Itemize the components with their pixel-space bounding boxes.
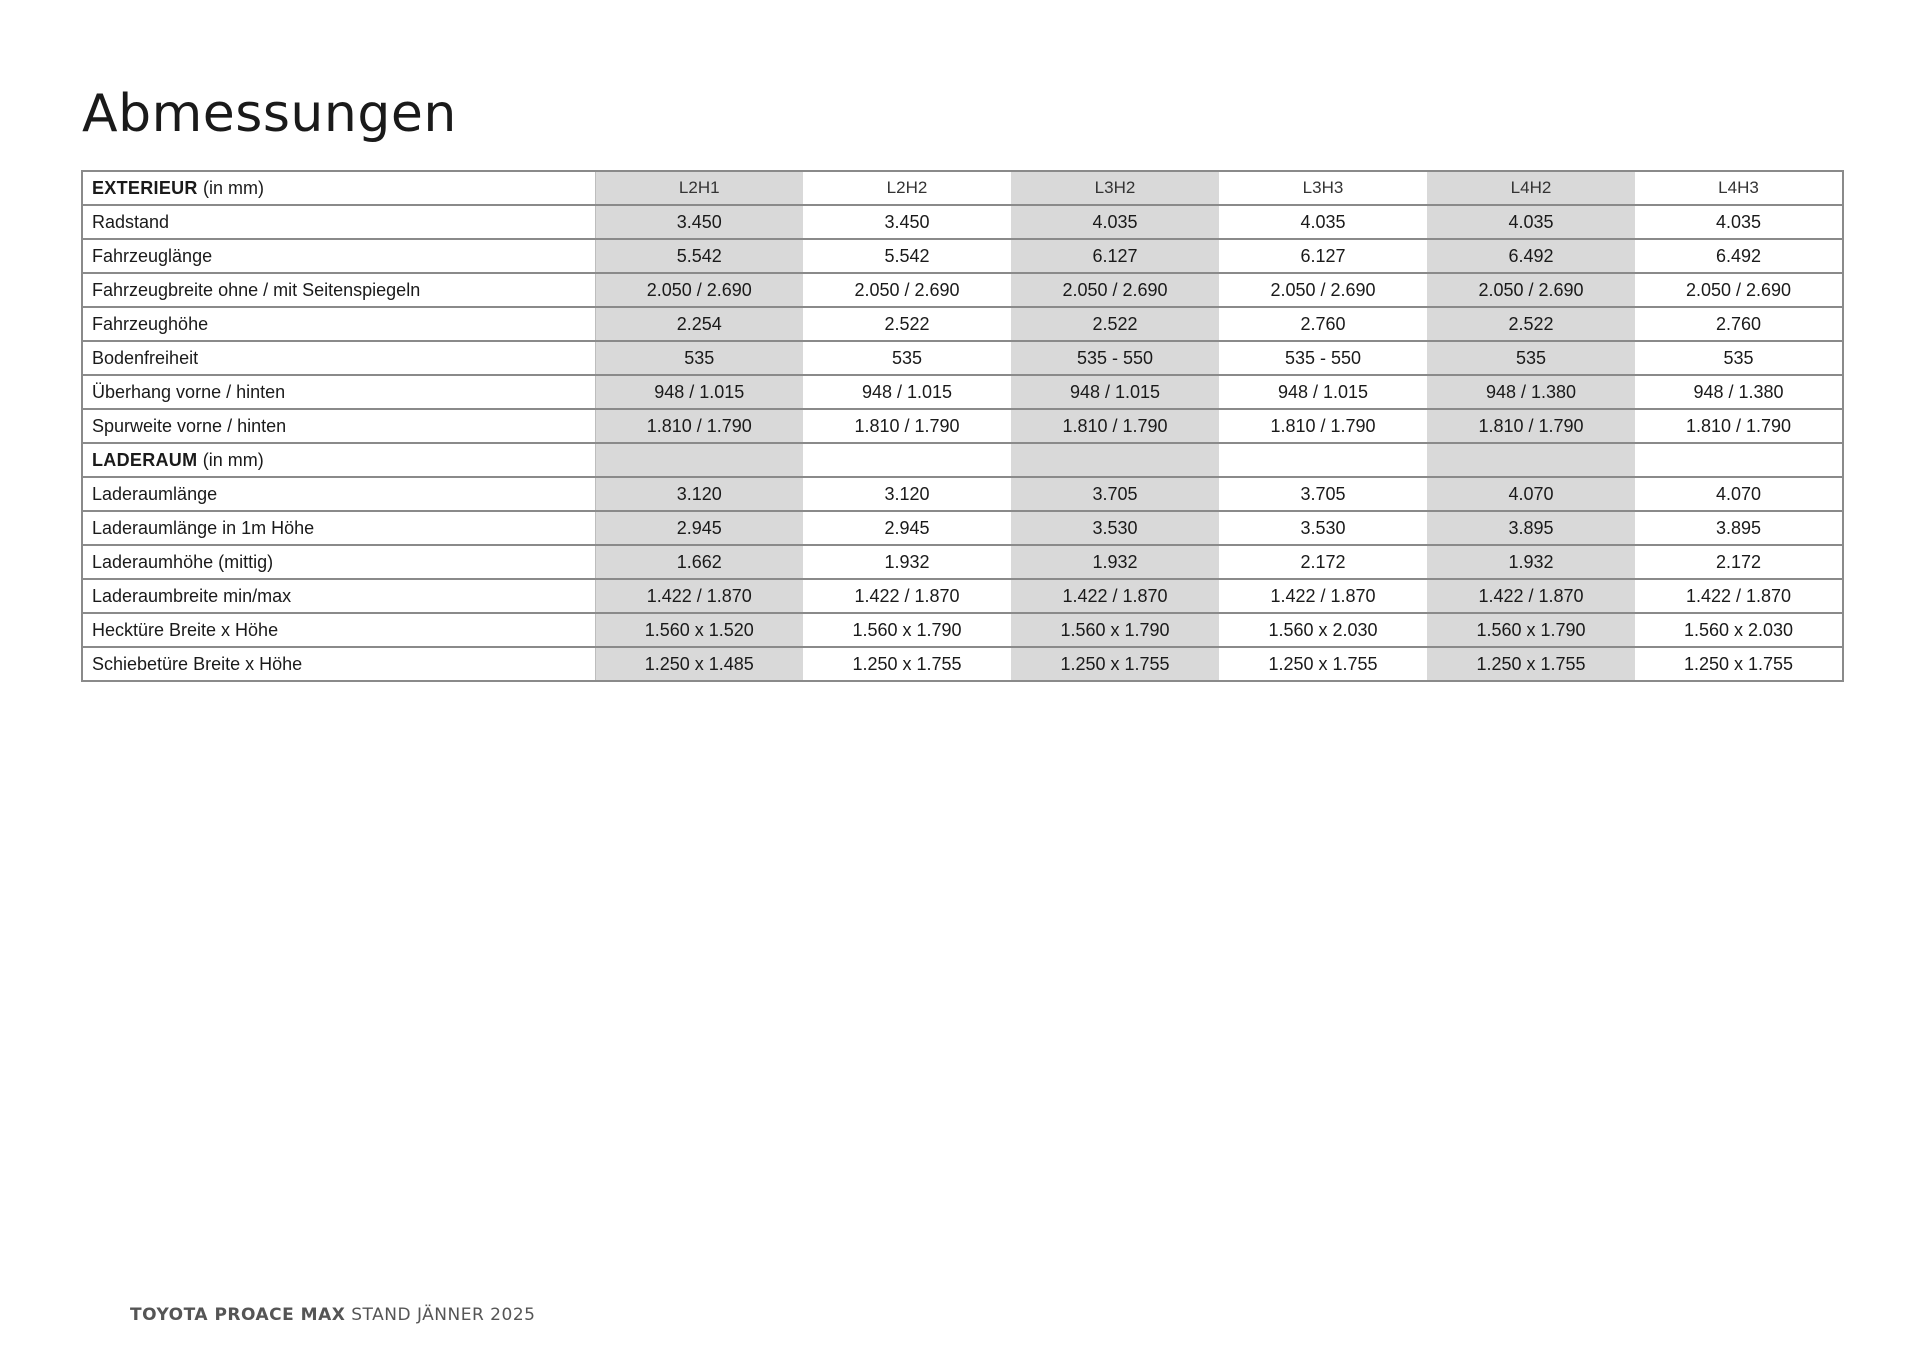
value-cell: 1.932 xyxy=(803,545,1011,579)
variant-header-cell: L4H2 xyxy=(1427,171,1635,205)
empty-cell xyxy=(1011,443,1219,477)
value-cell: 1.560 x 1.790 xyxy=(803,613,1011,647)
value-cell: 2.760 xyxy=(1219,307,1427,341)
value-cell: 2.945 xyxy=(803,511,1011,545)
section-title xyxy=(82,171,595,205)
footer-stand: STAND JÄNNER 2025 xyxy=(351,1305,536,1325)
variant-header-cell: L2H2 xyxy=(803,171,1011,205)
section-unit: (in mm) xyxy=(203,177,265,198)
value-cell: 2.050 / 2.690 xyxy=(1635,273,1843,307)
value-cell: 1.560 x 1.790 xyxy=(1427,613,1635,647)
section-header-row xyxy=(82,171,1843,205)
value-cell: 4.035 xyxy=(1219,205,1427,239)
value-cell: 1.422 / 1.870 xyxy=(1011,579,1219,613)
page-title: Abmessungen xyxy=(82,84,457,144)
table-row xyxy=(82,647,1843,681)
section-title-text: EXTERIEUR xyxy=(92,177,198,198)
value-cell: 4.070 xyxy=(1427,477,1635,511)
value-cell: 1.422 / 1.870 xyxy=(595,579,803,613)
value-cell: 1.422 / 1.870 xyxy=(803,579,1011,613)
row-label: Schiebetüre Breite x Höhe xyxy=(82,647,595,681)
table-row xyxy=(82,205,1843,239)
table-row xyxy=(82,239,1843,273)
value-cell: 535 xyxy=(1635,341,1843,375)
value-cell: 535 xyxy=(803,341,1011,375)
variant-header-cell: L3H3 xyxy=(1219,171,1427,205)
value-cell: 4.070 xyxy=(1635,477,1843,511)
value-cell: 2.522 xyxy=(1011,307,1219,341)
table-row xyxy=(82,613,1843,647)
table-row xyxy=(82,307,1843,341)
value-cell: 3.530 xyxy=(1219,511,1427,545)
empty-cell xyxy=(803,443,1011,477)
dimensions-table xyxy=(81,170,1844,682)
value-cell: 1.250 x 1.755 xyxy=(803,647,1011,681)
value-cell: 2.050 / 2.690 xyxy=(803,273,1011,307)
variant-header-cell: L4H3 xyxy=(1635,171,1843,205)
value-cell: 3.450 xyxy=(595,205,803,239)
row-label: Fahrzeughöhe xyxy=(82,307,595,341)
value-cell: 3.120 xyxy=(595,477,803,511)
value-cell: 2.050 / 2.690 xyxy=(1011,273,1219,307)
value-cell: 3.895 xyxy=(1427,511,1635,545)
footer xyxy=(130,1305,535,1325)
row-label: Überhang vorne / hinten xyxy=(82,375,595,409)
row-label: Bodenfreiheit xyxy=(82,341,595,375)
row-label: Radstand xyxy=(82,205,595,239)
value-cell: 2.050 / 2.690 xyxy=(1219,273,1427,307)
value-cell: 6.492 xyxy=(1427,239,1635,273)
value-cell: 2.172 xyxy=(1219,545,1427,579)
table-row xyxy=(82,341,1843,375)
value-cell: 948 / 1.015 xyxy=(1011,375,1219,409)
row-label: Laderaumlänge xyxy=(82,477,595,511)
value-cell: 2.050 / 2.690 xyxy=(595,273,803,307)
row-label: Hecktüre Breite x Höhe xyxy=(82,613,595,647)
row-label: Fahrzeuglänge xyxy=(82,239,595,273)
value-cell: 3.450 xyxy=(803,205,1011,239)
value-cell: 2.945 xyxy=(595,511,803,545)
table-row xyxy=(82,545,1843,579)
value-cell: 948 / 1.380 xyxy=(1635,375,1843,409)
value-cell: 4.035 xyxy=(1427,205,1635,239)
table-row xyxy=(82,375,1843,409)
row-label: Laderaumlänge in 1m Höhe xyxy=(82,511,595,545)
value-cell: 5.542 xyxy=(595,239,803,273)
value-cell: 1.810 / 1.790 xyxy=(1219,409,1427,443)
row-label: Fahrzeugbreite ohne / mit Seitenspiegeln xyxy=(82,273,595,307)
value-cell: 1.560 x 2.030 xyxy=(1219,613,1427,647)
table-row xyxy=(82,477,1843,511)
value-cell: 535 - 550 xyxy=(1219,341,1427,375)
value-cell: 535 xyxy=(595,341,803,375)
value-cell: 1.810 / 1.790 xyxy=(595,409,803,443)
value-cell: 1.810 / 1.790 xyxy=(1427,409,1635,443)
empty-cell xyxy=(1219,443,1427,477)
value-cell: 1.932 xyxy=(1427,545,1635,579)
section-unit: (in mm) xyxy=(202,449,264,470)
value-cell: 948 / 1.015 xyxy=(595,375,803,409)
value-cell: 2.254 xyxy=(595,307,803,341)
value-cell: 1.932 xyxy=(1011,545,1219,579)
value-cell: 535 - 550 xyxy=(1011,341,1219,375)
value-cell: 535 xyxy=(1427,341,1635,375)
value-cell: 1.560 x 2.030 xyxy=(1635,613,1843,647)
row-label: Laderaumhöhe (mittig) xyxy=(82,545,595,579)
value-cell: 948 / 1.015 xyxy=(803,375,1011,409)
value-cell: 1.250 x 1.755 xyxy=(1011,647,1219,681)
value-cell: 1.810 / 1.790 xyxy=(803,409,1011,443)
variant-header-cell: L3H2 xyxy=(1011,171,1219,205)
value-cell: 1.560 x 1.790 xyxy=(1011,613,1219,647)
value-cell: 3.895 xyxy=(1635,511,1843,545)
table-row xyxy=(82,579,1843,613)
value-cell: 948 / 1.015 xyxy=(1219,375,1427,409)
value-cell: 4.035 xyxy=(1635,205,1843,239)
value-cell: 4.035 xyxy=(1011,205,1219,239)
value-cell: 3.705 xyxy=(1011,477,1219,511)
row-label: Spurweite vorne / hinten xyxy=(82,409,595,443)
footer-brand: TOYOTA PROACE MAX xyxy=(130,1305,346,1325)
value-cell: 1.250 x 1.755 xyxy=(1635,647,1843,681)
value-cell: 6.127 xyxy=(1011,239,1219,273)
dimensions-table-body xyxy=(82,171,1843,681)
value-cell: 3.120 xyxy=(803,477,1011,511)
variant-header-cell: L2H1 xyxy=(595,171,803,205)
section-title xyxy=(82,443,595,477)
value-cell: 3.705 xyxy=(1219,477,1427,511)
row-label: Laderaumbreite min/max xyxy=(82,579,595,613)
empty-cell xyxy=(1427,443,1635,477)
value-cell: 1.250 x 1.485 xyxy=(595,647,803,681)
table-row xyxy=(82,273,1843,307)
value-cell: 2.522 xyxy=(803,307,1011,341)
value-cell: 1.810 / 1.790 xyxy=(1011,409,1219,443)
value-cell: 3.530 xyxy=(1011,511,1219,545)
value-cell: 1.250 x 1.755 xyxy=(1427,647,1635,681)
value-cell: 2.050 / 2.690 xyxy=(1427,273,1635,307)
value-cell: 948 / 1.380 xyxy=(1427,375,1635,409)
value-cell: 1.810 / 1.790 xyxy=(1635,409,1843,443)
value-cell: 6.492 xyxy=(1635,239,1843,273)
section-header-row xyxy=(82,443,1843,477)
value-cell: 5.542 xyxy=(803,239,1011,273)
value-cell: 1.662 xyxy=(595,545,803,579)
empty-cell xyxy=(1635,443,1843,477)
value-cell: 2.172 xyxy=(1635,545,1843,579)
empty-cell xyxy=(595,443,803,477)
section-title-text: LADERAUM xyxy=(92,449,198,470)
value-cell: 1.422 / 1.870 xyxy=(1635,579,1843,613)
value-cell: 2.760 xyxy=(1635,307,1843,341)
value-cell: 2.522 xyxy=(1427,307,1635,341)
value-cell: 1.422 / 1.870 xyxy=(1219,579,1427,613)
value-cell: 1.560 x 1.520 xyxy=(595,613,803,647)
value-cell: 1.250 x 1.755 xyxy=(1219,647,1427,681)
value-cell: 6.127 xyxy=(1219,239,1427,273)
value-cell: 1.422 / 1.870 xyxy=(1427,579,1635,613)
table-row xyxy=(82,409,1843,443)
table-row xyxy=(82,511,1843,545)
